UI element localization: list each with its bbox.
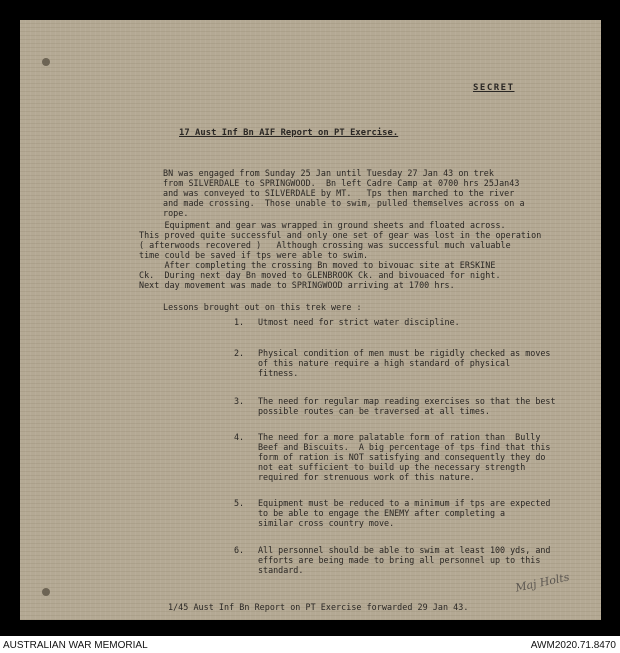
punch-hole-top: [42, 58, 50, 66]
lesson-number: 6.: [234, 545, 245, 555]
lesson-text: The need for a more palatable form of ration than Bully Beef and Biscuits. A big percentage of tps find that this form of ration is NOT satisfying and consequently they do not eat sufficient to build up the necessary strength required for strenuous work of this nature.: [258, 432, 551, 483]
document-page: [20, 20, 601, 620]
paragraph-3: After completing the crossing Bn moved to bivouac site at ERSKINE Ck. During next day Bn moved to GLENBROOK Ck. and bivouaced for night. Next day movement was made to SPRINGWOOD arriving at 1700 hrs.: [139, 260, 501, 291]
lesson-number: 3.: [234, 396, 245, 406]
lesson-text: The need for regular map reading exercises so that the best possible routes can be traversed at all times.: [258, 396, 556, 417]
lesson-number: 4.: [234, 432, 245, 442]
classification-stamp: SECRET: [473, 83, 515, 93]
lesson-number: 1.: [234, 317, 245, 327]
paragraph-2: Equipment and gear was wrapped in ground sheets and floated across. This proved quite successful and only one set of gear was lost in the operation ( afterwoods recovered ) Although crossing was successful much valuable time could be saved if tps were able to swim.: [139, 220, 542, 261]
forwarding-note: 1/45 Aust Inf Bn Report on PT Exercise forwarded 29 Jan 43.: [168, 602, 469, 612]
lesson-text: Equipment must be reduced to a minimum if tps are expected to be able to engage the ENEMY after completing a similar cross country move.: [258, 498, 551, 529]
report-title: 17 Aust Inf Bn AIF Report on PT Exercise.: [179, 128, 399, 138]
handwritten-signature: Maj Holts: [514, 570, 571, 595]
lessons-intro: Lessons brought out on this trek were :: [163, 302, 362, 312]
lesson-number: 5.: [234, 498, 245, 508]
footer-archive-name: AUSTRALIAN WAR MEMORIAL: [3, 640, 148, 651]
footer-accession-number: AWM2020.71.8470: [530, 640, 616, 651]
lesson-text: All personnel should be able to swim at least 100 yds, and efforts are being made to bring all personnel up to this standard.: [258, 545, 551, 576]
lesson-text: Physical condition of men must be rigidly checked as moves of this nature require a high standard of physical fitness.: [258, 348, 551, 379]
punch-hole-bottom: [42, 588, 50, 596]
lesson-number: 2.: [234, 348, 245, 358]
lesson-text: Utmost need for strict water discipline.: [258, 317, 460, 327]
paragraph-1: BN was engaged from Sunday 25 Jan until Tuesday 27 Jan 43 on trek from SILVERDALE to SPRINGWOOD. Bn left Cadre Camp at 0700 hrs 25Jan43 and was conveyed to SILVERDALE by MT. Tps then marched to the river and made crossing. Those unable to swim, pulled themselves across on a rope.: [163, 168, 525, 219]
